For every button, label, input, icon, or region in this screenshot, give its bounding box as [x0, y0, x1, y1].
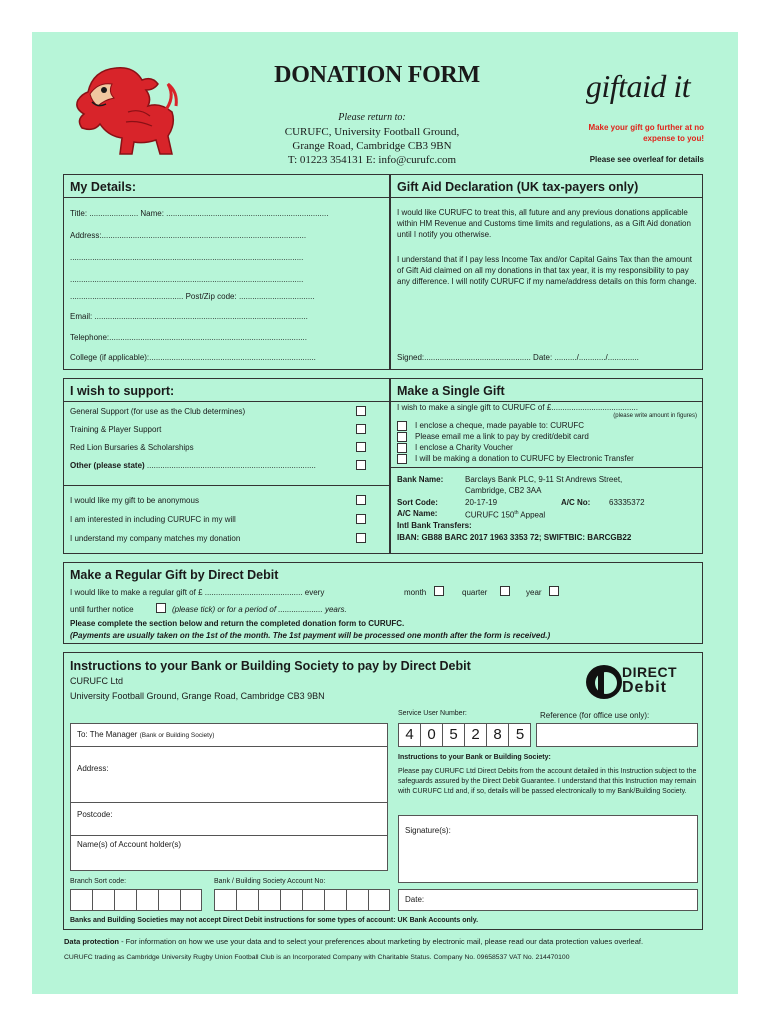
- return-address-line-1: CURUFC, University Football Ground,: [284, 126, 460, 138]
- method-voucher-checkbox[interactable]: [397, 443, 407, 453]
- regular-gift-section: [63, 562, 703, 644]
- sun-digit: 2: [465, 724, 487, 746]
- return-address-line-3: T: 01223 354131 E: info@curufc.com: [287, 154, 457, 166]
- single-gift-heading: Make a Single Gift: [397, 384, 505, 398]
- support-other-checkbox[interactable]: [356, 460, 366, 470]
- postcode-field[interactable]: ................................................... Post/Zip code: ..................................: [70, 292, 315, 301]
- sort-code-label: Sort Code:: [397, 498, 438, 507]
- support-option-other[interactable]: [70, 460, 350, 471]
- sun-label: Service User Number:: [398, 710, 467, 717]
- support-option-training: Training & Player Support: [70, 425, 162, 434]
- giftaid-logo: giftaid it: [585, 68, 691, 104]
- pref-anonymous-checkbox[interactable]: [356, 495, 366, 505]
- sort-code-value: 20-17-19: [465, 498, 498, 507]
- service-user-number: [398, 723, 531, 747]
- bank-details-box: [70, 723, 388, 871]
- ac-name-value: CURUFC 150th Appeal: [465, 510, 546, 520]
- address-field-line-3[interactable]: .........................................................................................................: [70, 275, 304, 284]
- intl-transfer-label: Intl Bank Transfers:: [397, 521, 472, 530]
- support-other-label: Other (please state): [70, 461, 145, 470]
- telephone-field[interactable]: Telephone:.........................................................................................: [70, 333, 307, 342]
- address-field[interactable]: Address:............................................................................................: [70, 231, 307, 240]
- to-manager-field[interactable]: To: The Manager (Bank or Building Society): [77, 730, 215, 739]
- banks-note: Banks and Building Societies may not accept Direct Debit instructions for some types of account: UK Bank Accounts only.: [70, 917, 479, 924]
- method-cheque: I enclose a cheque, made payable to: CURUFC: [415, 421, 584, 430]
- pref-anonymous: I would like my gift to be anonymous: [70, 496, 199, 505]
- frequency-quarter-checkbox[interactable]: [500, 586, 510, 596]
- single-gift-amount-field[interactable]: I wish to make a single gift to CURUFC of £.......................................: [397, 403, 638, 412]
- account-number-field[interactable]: [214, 889, 390, 911]
- method-card: Please email me a link to pay by credit/debit card: [415, 432, 589, 441]
- regular-gift-amount-field[interactable]: I would like to make a regular gift of £ ............................................ every: [70, 588, 325, 597]
- direct-debit-logo-bottom: Debit: [622, 679, 667, 696]
- iban-line: IBAN: GB88 BARC 2017 1963 3353 72; SWIFTBIC: BARCGB22: [397, 533, 632, 542]
- support-other-field[interactable]: ............................................................................: [144, 461, 316, 470]
- gift-aid-para-1: I would like CURUFC to treat this, all future and any previous donations applicable within HM Revenue and Customs time limits and regulations, as a Gift Aid donation until I notify you otherwise.: [397, 208, 691, 239]
- single-gift-amount-hint: (please write amount in figures): [613, 413, 697, 419]
- signature-label: Signature(s):: [405, 826, 451, 835]
- regular-gift-heading: Make a Regular Gift by Direct Debit: [70, 568, 279, 582]
- sun-digit: 5: [515, 726, 525, 743]
- signed-date-field[interactable]: Signed:................................................ Date: ........../............/..............: [397, 353, 639, 362]
- bank-address-field[interactable]: Address:: [77, 764, 109, 773]
- single-gift-section: [390, 378, 703, 554]
- pref-will: I am interested in including CURUFC in my will: [70, 515, 236, 524]
- bank-city: Cambridge, CB2 3AA: [465, 486, 542, 495]
- company-info: CURUFC trading as Cambridge University Rugby Union Football Club is an Incorporated Company with Charitable Status. Company No. 09658537 VAT No. 214470100: [64, 954, 570, 961]
- giftaid-tagline-2: expense to you!: [643, 134, 704, 143]
- support-option-general: General Support (for use as the Club determines): [70, 407, 246, 416]
- pref-will-checkbox[interactable]: [356, 514, 366, 524]
- branch-sort-code-field[interactable]: [70, 889, 202, 911]
- pref-company-match-checkbox[interactable]: [356, 533, 366, 543]
- direct-debit-heading: Instructions to your Bank or Building Society to pay by Direct Debit: [70, 659, 471, 673]
- my-details-heading: My Details:: [70, 180, 136, 194]
- gift-aid-declaration-section: [390, 174, 703, 370]
- method-card-checkbox[interactable]: [397, 432, 407, 442]
- ac-no-value: 63335372: [609, 498, 645, 507]
- donation-form-page: [32, 32, 738, 994]
- support-heading: I wish to support:: [70, 384, 175, 398]
- until-further-notice-label: until further notice: [70, 605, 134, 614]
- gift-aid-para-2: I understand that if I pay less Income Tax and/or Capital Gains Tax than the amount of Gift Aid claimed on all my donations in that tax year, it is my responsibility to pay any difference. I will notify CURUFC if my name/address details on this form change.: [397, 255, 697, 286]
- sun-digit: 8: [487, 724, 509, 746]
- frequency-month-label: month: [404, 588, 427, 597]
- college-field[interactable]: College (if applicable):...........................................................................: [70, 353, 316, 362]
- email-field[interactable]: Email: ................................................................................................: [70, 312, 308, 321]
- regular-gift-instruction: Please complete the section below and return the completed donation form to CURUFC.: [70, 619, 405, 628]
- method-transfer-checkbox[interactable]: [397, 454, 407, 464]
- address-field-line-2[interactable]: .........................................................................................................: [70, 253, 304, 262]
- frequency-quarter-label: quarter: [462, 588, 488, 597]
- support-option-bursaries: Red Lion Bursaries & Scholarships: [70, 443, 194, 452]
- ac-name-label: A/C Name:: [397, 509, 438, 518]
- regular-gift-note: (Payments are usually taken on the 1st of the month. The 1st payment will be processed one month after the form is received.): [70, 631, 551, 640]
- method-transfer: I will be making a donation to CURUFC by Electronic Transfer: [415, 454, 634, 463]
- reference-label: Reference (for office use only):: [540, 711, 650, 720]
- instructions-heading: Instructions to your Bank or Building Society:: [398, 754, 551, 761]
- sun-digit: 0: [421, 724, 443, 746]
- sun-digit: 4: [399, 724, 421, 746]
- method-voucher: I enclose a Charity Voucher: [415, 443, 513, 452]
- sun-digit: 5: [443, 724, 465, 746]
- until-further-notice-checkbox[interactable]: [156, 603, 166, 613]
- support-bursaries-checkbox[interactable]: [356, 442, 366, 452]
- direct-debit-swoosh-icon: [584, 663, 624, 701]
- title-name-field[interactable]: Title: ...................... Name: .........................................................................: [70, 209, 329, 218]
- gift-aid-heading: Gift Aid Declaration (UK tax-payers only): [397, 180, 639, 194]
- signature-field[interactable]: [398, 815, 698, 883]
- data-protection-note: Data protection - For information on how we use your data and to select your preferences about marketing by electronic mail, please read our data protection values overleaf.: [64, 937, 644, 946]
- frequency-month-checkbox[interactable]: [434, 586, 444, 596]
- date-field[interactable]: [398, 889, 698, 911]
- direct-debit-logo-top: DIRECT: [622, 664, 678, 680]
- return-label: Please return to:: [338, 112, 406, 123]
- pref-company-match: I understand my company matches my donation: [70, 534, 241, 543]
- frequency-year-checkbox[interactable]: [549, 586, 559, 596]
- ac-no-label: A/C No:: [561, 498, 591, 507]
- giftaid-tagline-1: Make your gift go further at no: [588, 123, 704, 132]
- account-holders-field[interactable]: Name(s) of Account holder(s): [77, 840, 182, 849]
- reference-field[interactable]: [536, 723, 698, 747]
- form-title: DONATION FORM: [274, 62, 480, 88]
- overleaf-note: Please see overleaf for details: [589, 155, 704, 164]
- date-label: Date:: [405, 895, 425, 904]
- frequency-year-label: year: [526, 588, 542, 597]
- branch-sort-code-label: Branch Sort code:: [70, 878, 127, 885]
- direct-debit-logo: [584, 661, 696, 701]
- support-section: [63, 378, 390, 554]
- method-cheque-checkbox[interactable]: [397, 421, 407, 431]
- bank-postcode-field[interactable]: Postcode:: [77, 810, 113, 819]
- return-address-line-2: Grange Road, Cambridge CB3 9BN: [292, 140, 452, 152]
- dd-org-name: CURUFC Ltd: [70, 676, 124, 686]
- bank-name-label: Bank Name:: [397, 475, 444, 484]
- bank-name-value: Barclays Bank PLC, 9-11 St Andrews Street,: [465, 475, 623, 484]
- dd-org-address: University Football Ground, Grange Road, Cambridge CB3 9BN: [70, 691, 325, 701]
- account-number-label: Bank / Building Society Account No:: [214, 878, 326, 885]
- instructions-text: Please pay CURUFC Ltd Direct Debits from the account detailed in this Instruction subject to the safeguards assured by the Direct Debit Guarantee. I understand that this Instruction may remain with CURUFC Ltd and, if so, details will be passed electronically to my Bank/Building Society.: [398, 768, 697, 795]
- support-training-checkbox[interactable]: [356, 424, 366, 434]
- period-field[interactable]: (please tick) or for a period of .................... years.: [172, 605, 347, 614]
- support-general-checkbox[interactable]: [356, 406, 366, 416]
- direct-debit-section: [63, 652, 703, 930]
- lion-crest-icon: [68, 62, 180, 160]
- my-details-section: [63, 174, 390, 370]
